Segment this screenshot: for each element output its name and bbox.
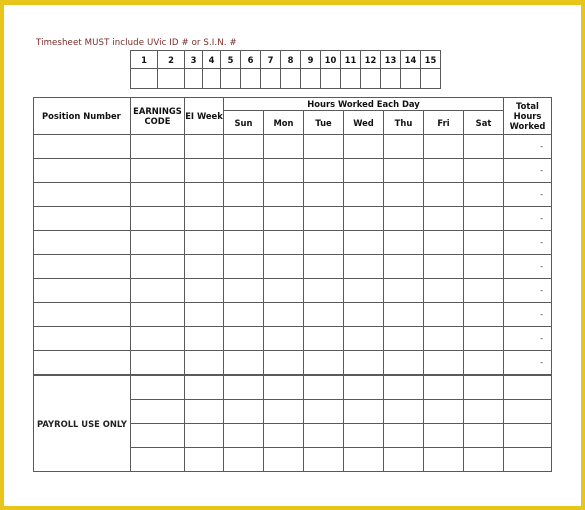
- hours-cell[interactable]: [224, 231, 264, 255]
- hours-cell[interactable]: [344, 279, 384, 303]
- hours-cell[interactable]: [304, 327, 344, 351]
- id-digit-cell[interactable]: [203, 69, 221, 89]
- hours-cell[interactable]: [344, 303, 384, 327]
- payroll-use-only-label: PAYROLL USE ONLY: [34, 375, 131, 472]
- hours-cell[interactable]: [464, 159, 504, 183]
- id-digit-label: 7: [261, 51, 281, 69]
- position-cell[interactable]: [34, 255, 131, 279]
- position-cell[interactable]: [34, 159, 131, 183]
- table-row: [34, 327, 552, 351]
- payroll-cell[interactable]: [224, 400, 264, 424]
- id-digit-label: 8: [281, 51, 301, 69]
- payroll-cell[interactable]: [344, 375, 384, 400]
- hours-cell[interactable]: [424, 159, 464, 183]
- hours-cell[interactable]: [424, 303, 464, 327]
- position-cell[interactable]: [34, 351, 131, 376]
- id-digit-label: 14: [401, 51, 421, 69]
- ei-week-cell[interactable]: [185, 231, 224, 255]
- id-entry-row: [131, 69, 441, 89]
- position-cell[interactable]: [34, 303, 131, 327]
- hours-cell[interactable]: [224, 327, 264, 351]
- id-digit-cell[interactable]: [221, 69, 241, 89]
- hours-cell[interactable]: [464, 351, 504, 376]
- ei-week-cell[interactable]: [185, 351, 224, 376]
- payroll-cell[interactable]: [504, 424, 552, 448]
- id-digit-label: 11: [341, 51, 361, 69]
- hours-cell[interactable]: [384, 183, 424, 207]
- earnings-cell[interactable]: [131, 327, 185, 351]
- payroll-cell[interactable]: [304, 375, 344, 400]
- earnings-cell[interactable]: [131, 183, 185, 207]
- id-digit-cell[interactable]: [341, 69, 361, 89]
- payroll-cell[interactable]: [344, 424, 384, 448]
- payroll-cell[interactable]: [264, 375, 304, 400]
- id-notice: Timesheet MUST include UVic ID # or S.I.N. #: [36, 38, 237, 48]
- hours-cell[interactable]: [224, 279, 264, 303]
- hours-cell[interactable]: [464, 327, 504, 351]
- table-row: [34, 207, 552, 231]
- payroll-cell[interactable]: [424, 375, 464, 400]
- total-cell[interactable]: -: [504, 183, 552, 207]
- hours-cell[interactable]: [424, 255, 464, 279]
- payroll-cell[interactable]: [304, 424, 344, 448]
- total-cell[interactable]: -: [504, 303, 552, 327]
- hours-cell[interactable]: [264, 255, 304, 279]
- payroll-cell[interactable]: [384, 424, 424, 448]
- payroll-cell[interactable]: [464, 375, 504, 400]
- hours-cell[interactable]: [464, 279, 504, 303]
- payroll-cell[interactable]: [304, 400, 344, 424]
- position-cell[interactable]: [34, 207, 131, 231]
- position-cell[interactable]: [34, 135, 131, 159]
- ei-week-cell[interactable]: [185, 255, 224, 279]
- hours-cell[interactable]: [384, 159, 424, 183]
- payroll-cell[interactable]: [424, 400, 464, 424]
- id-digit-label: 3: [185, 51, 203, 69]
- payroll-cell[interactable]: [264, 448, 304, 472]
- payroll-cell[interactable]: [424, 424, 464, 448]
- ei-week-cell[interactable]: [185, 135, 224, 159]
- id-digit-label: 15: [421, 51, 441, 69]
- hours-cell[interactable]: [264, 231, 304, 255]
- hours-cell[interactable]: [384, 255, 424, 279]
- hours-cell[interactable]: [264, 279, 304, 303]
- id-digit-cell[interactable]: [321, 69, 341, 89]
- total-hours-header: Total Hours Worked: [504, 98, 552, 135]
- id-digit-cell[interactable]: [131, 69, 158, 89]
- payroll-cell[interactable]: [464, 400, 504, 424]
- payroll-cell[interactable]: [131, 400, 185, 424]
- id-digit-cell[interactable]: [281, 69, 301, 89]
- payroll-cell[interactable]: [344, 448, 384, 472]
- id-digit-label: 1: [131, 51, 158, 69]
- payroll-cell[interactable]: [185, 424, 224, 448]
- table-row: [34, 231, 552, 255]
- hours-cell[interactable]: [424, 351, 464, 376]
- day-header-sat: Sat: [464, 111, 504, 135]
- payroll-cell[interactable]: [464, 448, 504, 472]
- hours-cell[interactable]: [464, 255, 504, 279]
- payroll-cell[interactable]: [504, 448, 552, 472]
- earnings-cell[interactable]: [131, 135, 185, 159]
- day-header-tue: Tue: [304, 111, 344, 135]
- earnings-cell[interactable]: [131, 159, 185, 183]
- id-digit-cell[interactable]: [421, 69, 441, 89]
- hours-cell[interactable]: [424, 327, 464, 351]
- id-digit-cell[interactable]: [241, 69, 261, 89]
- payroll-cell[interactable]: [384, 375, 424, 400]
- hours-cell[interactable]: [304, 183, 344, 207]
- hours-cell[interactable]: [224, 207, 264, 231]
- id-digit-cell[interactable]: [185, 69, 203, 89]
- id-digit-cell[interactable]: [381, 69, 401, 89]
- payroll-cell[interactable]: [131, 375, 185, 400]
- id-digit-label: 5: [221, 51, 241, 69]
- hours-cell[interactable]: [464, 231, 504, 255]
- hours-cell[interactable]: [464, 135, 504, 159]
- hours-cell[interactable]: [384, 231, 424, 255]
- payroll-cell[interactable]: [224, 424, 264, 448]
- position-number-header: Position Number: [34, 98, 131, 135]
- hours-cell[interactable]: [344, 135, 384, 159]
- table-row: [34, 351, 552, 376]
- hours-cell[interactable]: [424, 207, 464, 231]
- id-digit-label: 9: [301, 51, 321, 69]
- hours-cell[interactable]: [344, 327, 384, 351]
- ei-week-cell[interactable]: [185, 327, 224, 351]
- hours-cell[interactable]: [224, 255, 264, 279]
- hours-cell[interactable]: [304, 159, 344, 183]
- id-digit-label: 6: [241, 51, 261, 69]
- id-digit-label: 13: [381, 51, 401, 69]
- id-digit-cell[interactable]: [301, 69, 321, 89]
- hours-cell[interactable]: [424, 183, 464, 207]
- hours-cell[interactable]: [344, 159, 384, 183]
- hours-cell[interactable]: [344, 183, 384, 207]
- hours-cell[interactable]: [384, 279, 424, 303]
- hours-cell[interactable]: [264, 183, 304, 207]
- total-cell[interactable]: -: [504, 279, 552, 303]
- hours-cell[interactable]: [224, 135, 264, 159]
- position-cell[interactable]: [34, 327, 131, 351]
- earnings-cell[interactable]: [131, 207, 185, 231]
- hours-cell[interactable]: [304, 351, 344, 376]
- id-digit-label: 4: [203, 51, 221, 69]
- hours-cell[interactable]: [344, 207, 384, 231]
- payroll-cell[interactable]: [384, 448, 424, 472]
- total-cell[interactable]: -: [504, 135, 552, 159]
- payroll-cell[interactable]: [224, 448, 264, 472]
- total-cell[interactable]: -: [504, 231, 552, 255]
- table-row: [34, 183, 552, 207]
- payroll-cell[interactable]: [131, 448, 185, 472]
- ei-week-header: EI Week: [185, 98, 224, 135]
- hours-cell[interactable]: [384, 327, 424, 351]
- earnings-cell[interactable]: [131, 279, 185, 303]
- payroll-cell[interactable]: [384, 400, 424, 424]
- position-cell[interactable]: [34, 183, 131, 207]
- hours-cell[interactable]: [264, 351, 304, 376]
- hours-cell[interactable]: [304, 231, 344, 255]
- hours-cell[interactable]: [264, 327, 304, 351]
- payroll-cell[interactable]: [224, 375, 264, 400]
- earnings-code-header: EARNINGS CODE: [131, 98, 185, 135]
- hours-cell[interactable]: [344, 255, 384, 279]
- earnings-cell[interactable]: [131, 351, 185, 376]
- hours-cell[interactable]: [384, 303, 424, 327]
- id-digit-label: 10: [321, 51, 341, 69]
- hours-cell[interactable]: [304, 303, 344, 327]
- table-row: [34, 303, 552, 327]
- timesheet-grid: [33, 97, 552, 472]
- hours-cell[interactable]: [264, 159, 304, 183]
- table-row: [34, 279, 552, 303]
- hours-cell[interactable]: [344, 351, 384, 376]
- id-digit-label: 2: [158, 51, 185, 69]
- payroll-cell[interactable]: [131, 424, 185, 448]
- hours-cell[interactable]: [344, 231, 384, 255]
- payroll-cell[interactable]: [424, 448, 464, 472]
- hours-cell[interactable]: [264, 207, 304, 231]
- hours-cell[interactable]: [304, 207, 344, 231]
- id-digit-cell[interactable]: [401, 69, 421, 89]
- table-row: [34, 159, 552, 183]
- day-header-sun: Sun: [224, 111, 264, 135]
- day-header-fri: Fri: [424, 111, 464, 135]
- hours-cell[interactable]: [224, 351, 264, 376]
- position-cell[interactable]: [34, 231, 131, 255]
- hours-cell[interactable]: [384, 351, 424, 376]
- payroll-row: [34, 375, 552, 400]
- total-cell[interactable]: -: [504, 207, 552, 231]
- payroll-cell[interactable]: [185, 448, 224, 472]
- payroll-cell[interactable]: [185, 400, 224, 424]
- position-cell[interactable]: [34, 279, 131, 303]
- payroll-cell[interactable]: [464, 424, 504, 448]
- hours-cell[interactable]: [384, 135, 424, 159]
- total-cell[interactable]: -: [504, 159, 552, 183]
- day-header-thu: Thu: [384, 111, 424, 135]
- hours-cell[interactable]: [464, 183, 504, 207]
- id-digit-header-row: [131, 51, 441, 69]
- earnings-cell[interactable]: [131, 255, 185, 279]
- hours-cell[interactable]: [424, 135, 464, 159]
- ei-week-cell[interactable]: [185, 159, 224, 183]
- hours-cell[interactable]: [464, 303, 504, 327]
- id-digit-cell[interactable]: [158, 69, 185, 89]
- ei-week-cell[interactable]: [185, 279, 224, 303]
- ei-week-cell[interactable]: [185, 183, 224, 207]
- day-header-mon: Mon: [264, 111, 304, 135]
- hours-cell[interactable]: [224, 159, 264, 183]
- hours-cell[interactable]: [304, 255, 344, 279]
- hours-cell[interactable]: [304, 279, 344, 303]
- total-cell[interactable]: -: [504, 351, 552, 376]
- hours-cell[interactable]: [384, 207, 424, 231]
- hours-cell[interactable]: [224, 303, 264, 327]
- payroll-cell[interactable]: [185, 375, 224, 400]
- total-cell[interactable]: -: [504, 327, 552, 351]
- table-row: [34, 135, 552, 159]
- hours-cell[interactable]: [424, 231, 464, 255]
- hours-cell[interactable]: [224, 183, 264, 207]
- payroll-cell[interactable]: [264, 400, 304, 424]
- earnings-cell[interactable]: [131, 231, 185, 255]
- total-cell[interactable]: -: [504, 255, 552, 279]
- payroll-cell[interactable]: [504, 400, 552, 424]
- hours-worked-header: Hours Worked Each Day: [224, 98, 504, 111]
- id-digit-label: 12: [361, 51, 381, 69]
- ei-week-cell[interactable]: [185, 207, 224, 231]
- table-row: [34, 255, 552, 279]
- ei-week-cell[interactable]: [185, 303, 224, 327]
- id-digit-cell[interactable]: [361, 69, 381, 89]
- hours-cell[interactable]: [264, 303, 304, 327]
- hours-cell[interactable]: [464, 207, 504, 231]
- payroll-cell[interactable]: [264, 424, 304, 448]
- hours-cell[interactable]: [424, 279, 464, 303]
- id-number-grid: [130, 50, 441, 89]
- id-digit-cell[interactable]: [261, 69, 281, 89]
- earnings-cell[interactable]: [131, 303, 185, 327]
- payroll-cell[interactable]: [344, 400, 384, 424]
- hours-cell[interactable]: [264, 135, 304, 159]
- day-header-wed: Wed: [344, 111, 384, 135]
- hours-cell[interactable]: [304, 135, 344, 159]
- payroll-cell[interactable]: [304, 448, 344, 472]
- payroll-cell[interactable]: [504, 375, 552, 400]
